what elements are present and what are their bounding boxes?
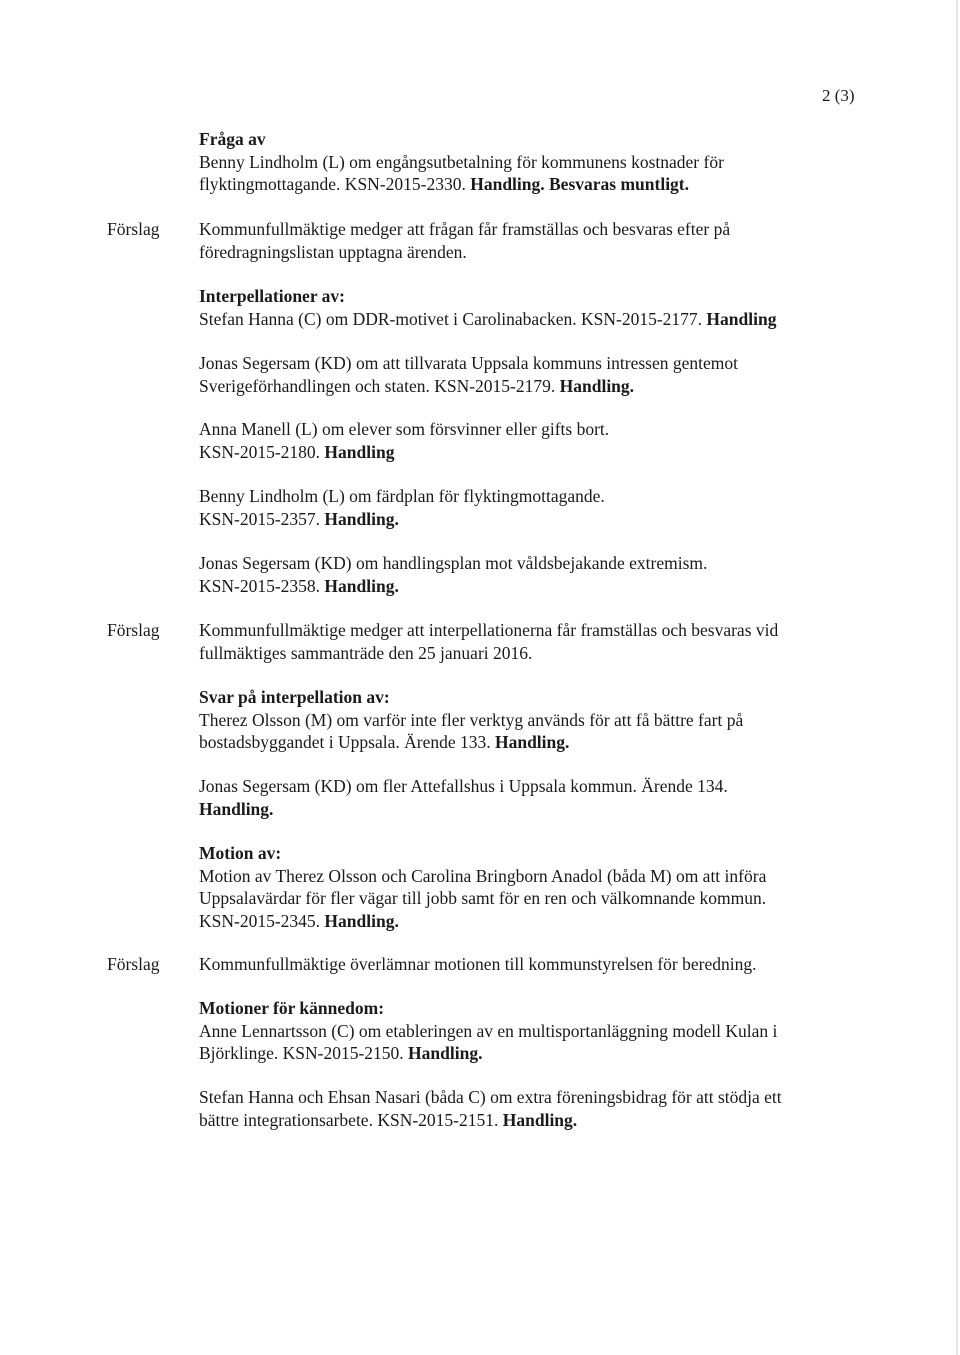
interpellation-item-4-line-1: Benny Lindholm (L) om färdplan för flyktingmottagande. [199, 486, 605, 506]
interpellation-item-2-line-2 [199, 375, 849, 398]
svar-item-1-line-1: Therez Olsson (M) om varför inte fler verktyg används för att få bättre fart på [199, 709, 744, 730]
interpellation-item-5-handling: Handling. [324, 575, 399, 596]
interpellation-item-3 [199, 418, 849, 463]
kannedom-item-2 [199, 1086, 849, 1131]
interpellation-item-4-line-2-text: KSN-2015-2357. [199, 508, 321, 529]
svar-section [199, 686, 849, 754]
motion-line-3-text: KSN-2015-2345. [199, 910, 321, 931]
forslag-3-text [199, 953, 849, 976]
kannedom-item-2-line-2-text: bättre integrationsarbete. KSN-2015-2151. [199, 1109, 499, 1130]
motion-line-1: Motion av Therez Olsson och Carolina Bringborn Anadol (båda M) om att införa [199, 865, 767, 886]
kannedom-item-1-line-2-text: Björklinge. KSN-2015-2150. [199, 1043, 404, 1063]
interpellation-item-3-line-1: Anna Manell (L) om elever som försvinner eller gifts bort. [199, 419, 610, 439]
svar-item-1-line-2 [199, 731, 849, 754]
interpellation-item-2-line-1: Jonas Segersam (KD) om att tillvarata Uppsala kommuns intressen gentemot [199, 353, 738, 373]
svar-item-2-handling: Handling. [199, 798, 274, 819]
motioner-kannedom-section [199, 997, 849, 1065]
forslag-label-3: Förslag [107, 954, 160, 974]
page-number: 2 (3) [822, 86, 855, 105]
kannedom-item-2-line-2 [199, 1109, 849, 1132]
forslag-2-text [199, 619, 859, 664]
interpellation-item-3-handling: Handling [324, 441, 395, 462]
interpellation-item-2 [199, 352, 849, 397]
interpellation-item-2-line-2-text: Sverigeförhandlingen och staten. KSN-2015-2179. [199, 375, 556, 396]
interpellation-item-5 [199, 552, 849, 597]
forslag-1-line-2: föredragningslistan upptagna ärenden. [199, 241, 467, 262]
fraga-line-1: Benny Lindholm (L) om engångsutbetalning för kommunens kostnader för [199, 151, 724, 172]
interpellation-item-1-text: Stefan Hanna (C) om DDR-motivet i Carolinabacken. KSN-2015-2177. [199, 308, 703, 329]
interpellationer-heading-block [199, 285, 849, 330]
fraga-line-2-text: flyktingmottagande. KSN-2015-2330. [199, 174, 466, 194]
interpellation-item-4 [199, 485, 849, 530]
motion-heading: Motion av: [199, 843, 282, 863]
interpellation-item-5-line-2-text: KSN-2015-2358. [199, 575, 321, 596]
fraga-line-2 [199, 173, 849, 196]
kannedom-item-2-line-1: Stefan Hanna och Ehsan Nasari (båda C) om extra föreningsbidrag för att stödja ett [199, 1087, 782, 1107]
fraga-heading: Fråga av [199, 129, 266, 149]
motioner-kannedom-heading: Motioner för kännedom: [199, 998, 385, 1018]
forslag-label-2: Förslag [107, 620, 160, 640]
svar-item-1-line-2-text: bostadsbyggandet i Uppsala. Ärende 133. [199, 732, 491, 752]
interpellation-item-2-handling: Handling. [559, 375, 635, 396]
interpellation-item-3-line-2-text: KSN-2015-2180. [199, 441, 321, 462]
page-edge [956, 0, 958, 1355]
svar-item-2-line-1: Jonas Segersam (KD) om fler Attefallshus i Uppsala kommun. Ärende 134. [199, 776, 728, 796]
interpellation-item-5-line-1: Jonas Segersam (KD) om handlingsplan mot våldsbejakande extremism. [199, 553, 708, 573]
forslag-1-text [199, 218, 849, 263]
forslag-3-line-1: Kommunfullmäktige överlämnar motionen till kommunstyrelsen för beredning. [199, 954, 757, 974]
interpellation-item-3-line-2 [199, 441, 849, 464]
interpellation-item-4-line-2 [199, 508, 849, 531]
interpellation-item-5-line-2 [199, 575, 849, 598]
kannedom-item-1-line-2 [199, 1042, 849, 1065]
kannedom-item-2-handling: Handling. [502, 1109, 578, 1130]
motion-line-2: Uppsalavärdar för fler vägar till jobb samt för en ren och välkomnande kommun. [199, 888, 767, 908]
forslag-2-line-2: fullmäktiges sammanträde den 25 januari 2016. [199, 642, 533, 663]
fraga-section [199, 128, 849, 196]
motion-section [199, 842, 849, 932]
motion-handling: Handling. [324, 910, 399, 931]
motion-line-3 [199, 910, 849, 933]
kannedom-item-1-handling: Handling. [408, 1043, 483, 1063]
forslag-2-line-1: Kommunfullmäktige medger att interpellationerna får framställas och besvaras vid [199, 620, 779, 640]
interpellation-item-1 [199, 308, 849, 331]
forslag-1-line-1: Kommunfullmäktige medger att frågan får framställas och besvaras efter på [199, 219, 731, 239]
interpellationer-heading: Interpellationer av: [199, 286, 345, 306]
svar-item-2 [199, 775, 849, 820]
svar-heading: Svar på interpellation av: [199, 687, 390, 707]
forslag-label-1: Förslag [107, 219, 160, 239]
interpellation-item-4-handling: Handling. [324, 508, 399, 529]
kannedom-item-1-line-1: Anne Lennartsson (C) om etableringen av en multisportanläggning modell Kulan i [199, 1020, 778, 1041]
interpellation-item-1-handling: Handling [706, 308, 777, 329]
fraga-handling: Handling. Besvaras muntligt. [470, 174, 690, 194]
svar-item-1-handling: Handling. [494, 732, 570, 752]
